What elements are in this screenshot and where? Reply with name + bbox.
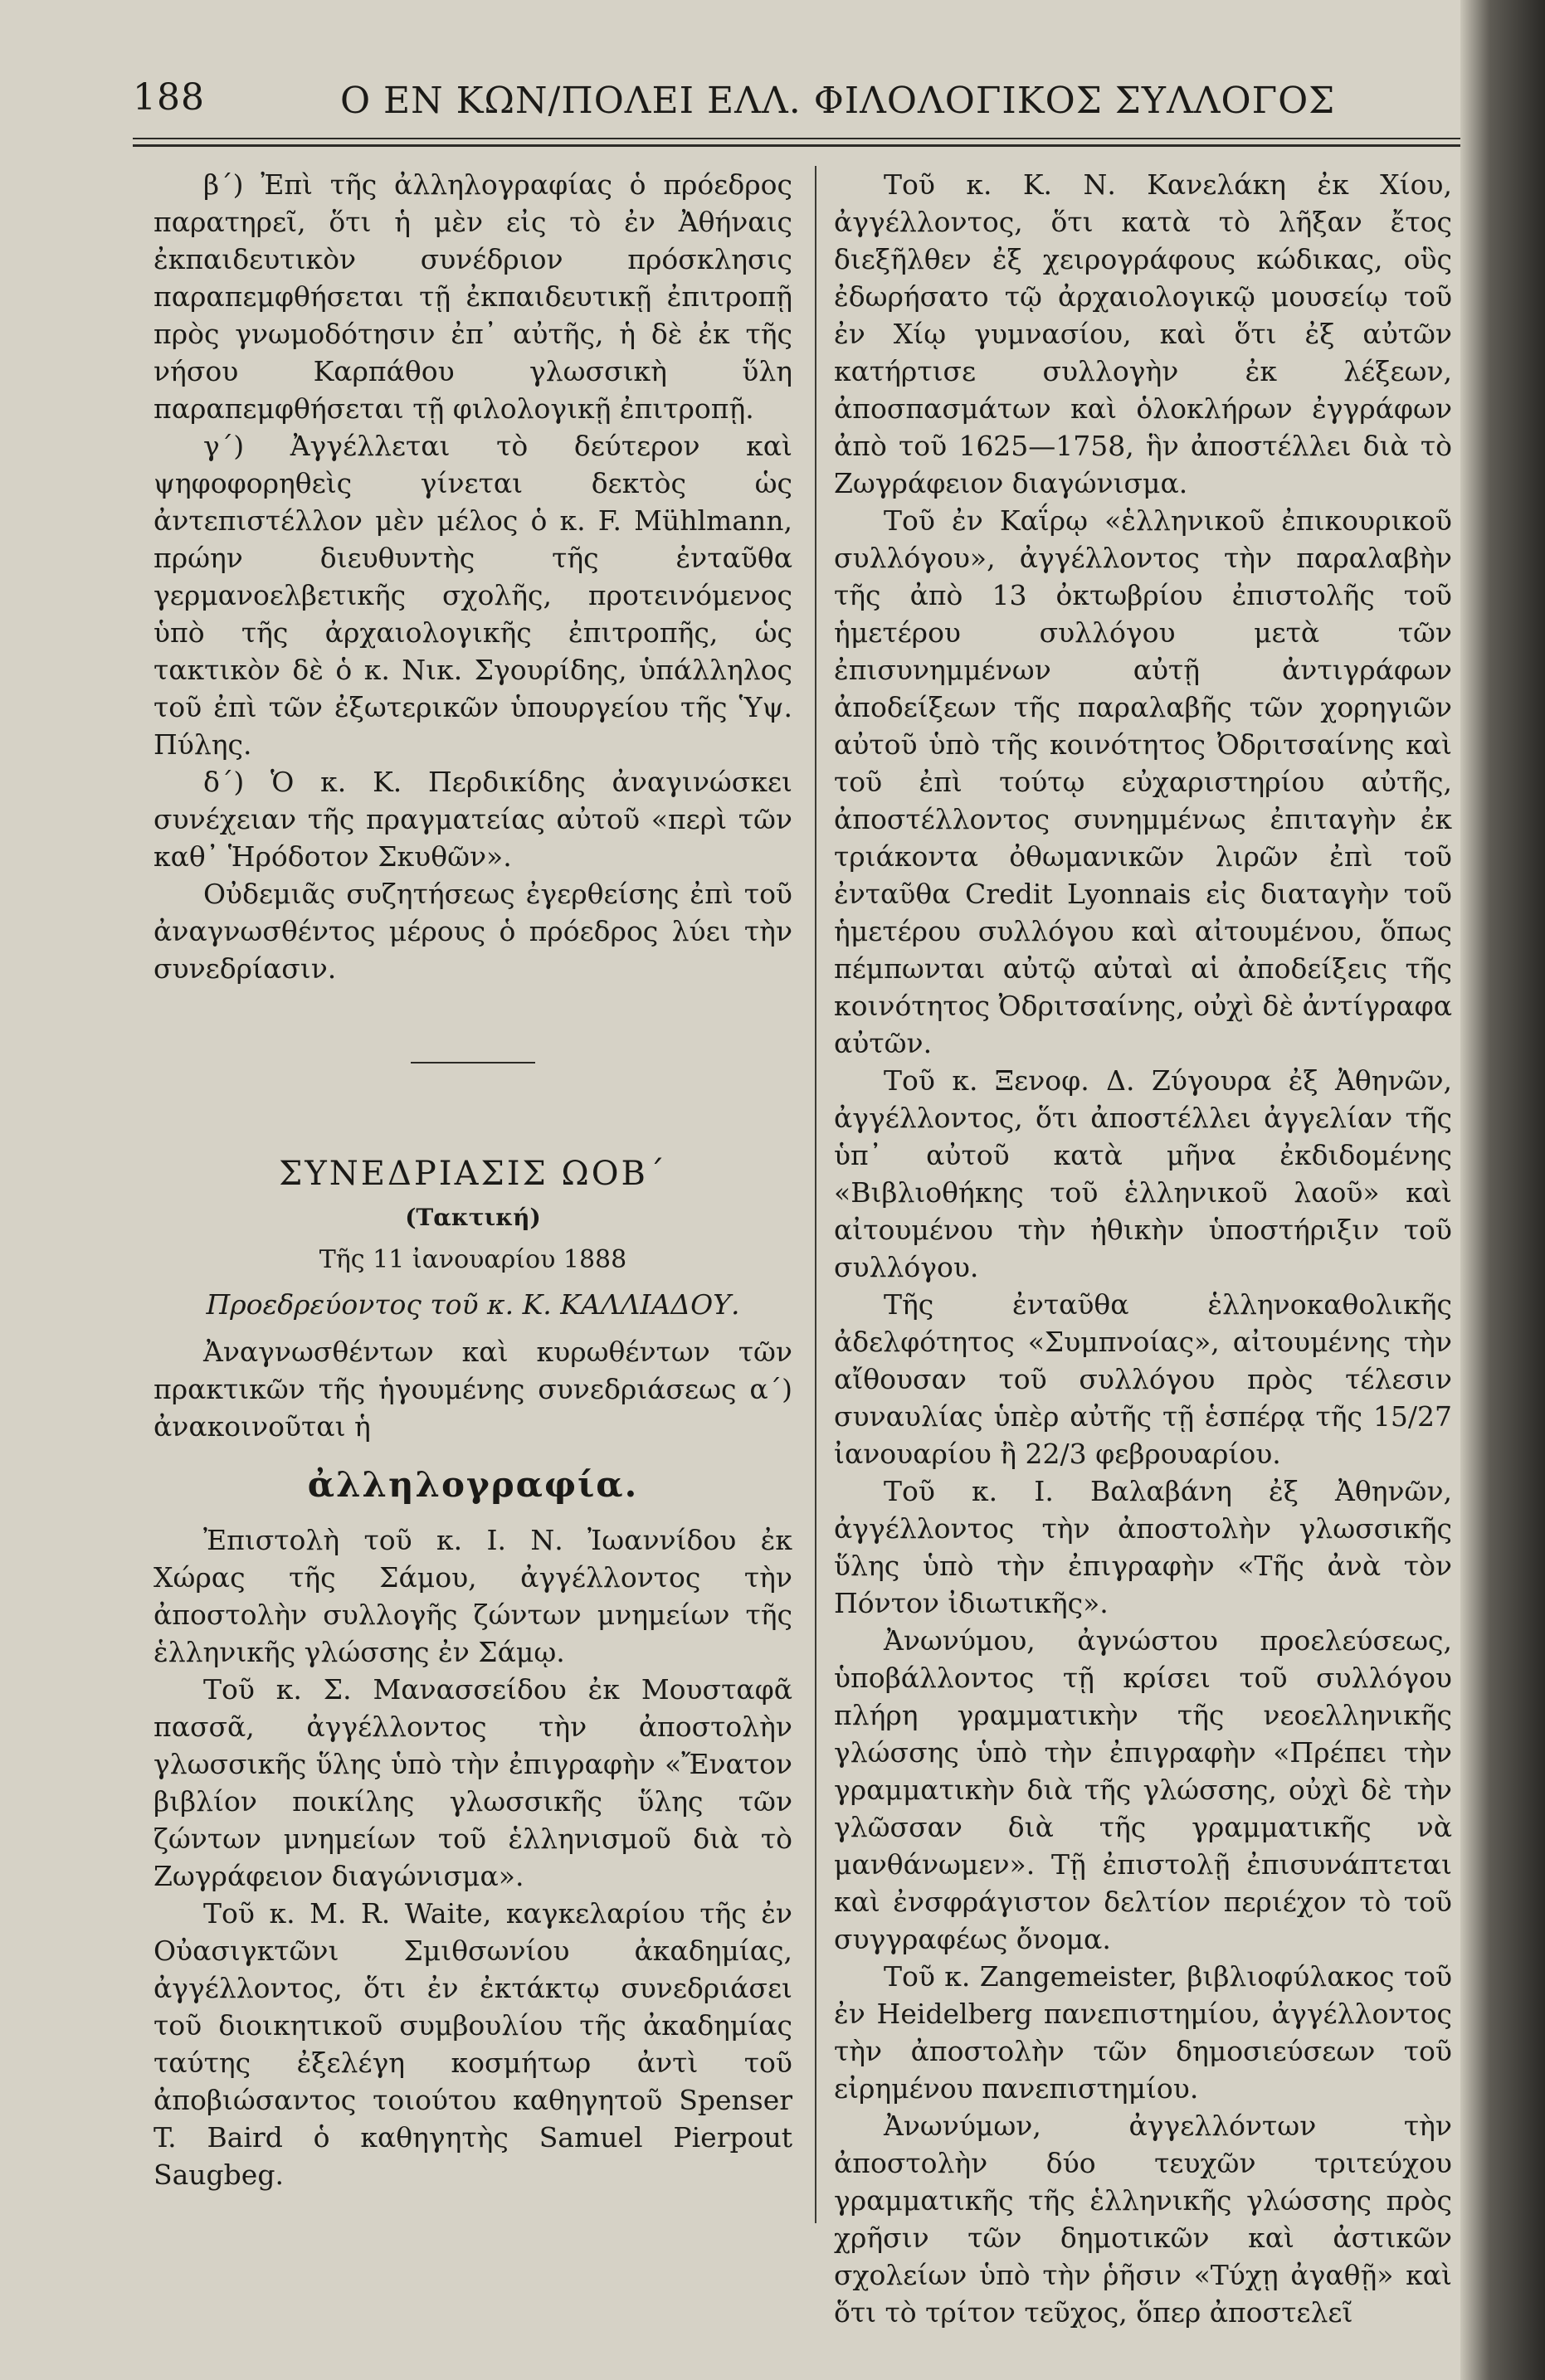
session-type: (Τακτική) [405,1204,541,1231]
letter-item: Τοῦ κ. Κ. Ν. Κανελάκη ἐκ Χίου, ἀγγέλλοντος, ὅτι κατὰ τὸ λῆξαν ἔτος διεξῆλθεν ἐξ χειρογράφους κώδικας, οὓς ἐδωρήσατο τῷ ἀρχαιολογικῷ μουσείῳ τοῦ ἐν Χίῳ γυμνασίου, καὶ ὅτι ἐξ αὐτῶν κατήρτισε συλλογὴν ἐκ λέξεων, ἀποσπασμάτων καὶ ὁλοκλήρων ἐγγράφων ἀπὸ τοῦ 1625—1758, ἣν ἀποστέλλει διὰ τὸ Ζωγράφειον διαγώνισμα. [834,168,1452,499]
session-chair: Προεδρεύοντος τοῦ κ. Κ. ΚΑΛΛΙΑΔΟΥ. [206,1288,740,1321]
paragraph-delta: δ΄) Ὁ κ. Κ. Περδικίδης ἀναγινώσκει συνέχειαν τῆς πραγματείας αὐτοῦ «περὶ τῶν καθ᾽ Ἡρόδοτον Σκυθῶν». [154,766,792,873]
session-title: ΣΥΝΕΔΡΙΑΣΙΣ ΩΟΒ΄ [279,1155,667,1193]
session-date: Τῆς 11 ἰανουαρίου 1888 [319,1245,627,1274]
letter-item: Ἀνωνύμου, ἀγνώστου προελεύσεως, ὑποβάλλοντος τῇ κρίσει τοῦ συλλόγου πλήρη γραμματικὴν τῆς νεοελληνικῆς γλώσσης ὑπὸ τὴν ἐπιγραφὴν «Πρέπει τὴν γραμματικὴν διὰ τῆς γλώσσης, οὐχὶ δὲ τὴν γλῶσσαν διὰ τῆς γραμματικῆς νὰ μανθάνωμεν». Τῇ ἐπιστολῇ ἐπισυνάπτεται καὶ ἐνσφράγιστον δελτίον περιέχον τὸ τοῦ συγγραφέως ὄνομα. [834,1624,1452,1955]
page-header [133,76,1460,134]
letter-item: Τοῦ κ. Ι. Βαλαβάνη ἐξ Ἀθηνῶν, ἀγγέλλοντος τὴν ἀποστολὴν γλωσσικῆς ὕλης ὑπὸ τὴν ἐπιγραφὴν «Τῆς ἀνὰ τὸν Πόντον ἰδιωτικῆς». [834,1475,1452,1619]
letter-item: Τῆς ἐνταῦθα ἑλληνοκαθολικῆς ἀδελφότητος «Συμπνοίας», αἰτουμένης τὴν αἴθουσαν τοῦ συλλόγου πρὸς τέλεσιν συναυλίας ὑπὲρ αὐτῆς τῇ ἑσπέρᾳ τῆς 15/27 ἰανουαρίου ἢ 22/3 φεβρουαρίου. [834,1288,1452,1470]
letter-item: Ἀνωνύμων, ἀγγελλόντων τὴν ἀποστολὴν δύο τευχῶν τριτεύχου γραμματικῆς τῆς ἑλληνικῆς γλώσσης πρὸς χρῆσιν τῶν δημοτικῶν καὶ ἀστικῶν σχολείων ὑπὸ τὴν ῥῆσιν «Τύχῃ ἀγαθῇ» καὶ ὅτι τὸ τρίτον τεῦχος, ὅπερ ἀποστελεῖ [834,2110,1452,2329]
page-number: 188 [133,76,205,119]
session-intro: Ἀναγνωσθέντων καὶ κυρωθέντων τῶν πρακτικῶν τῆς ἡγουμένης συνεδριάσεως α΄) ἀνακοινοῦται ἡ [154,1336,792,1443]
correspondence-heading: ἀλληλογραφία. [307,1464,639,1505]
paragraph-gamma: γ΄) Ἀγγέλλεται τὸ δεύτερον καὶ ψηφοφορηθεὶς γίνεται δεκτὸς ὡς ἀντεπιστέλλον μὲν μέλος ὁ κ. F. Mühlmann, πρώην διευθυντὴς τῆς ἐνταῦθα γερμανοελβετικῆς σχολῆς, προτεινόμενος ὑπὸ τῆς ἀρχαιολογικῆς ἐπιτροπῆς, ὡς τακτικὸν δὲ ὁ κ. Νικ. Σγουρίδης, ὑπάλληλος τοῦ ἐπὶ τῶν ἐξωτερικῶν ὑπουργείου τῆς Ὑψ. Πύλης. [154,430,792,761]
left-column [154,166,792,2193]
letter-item: Ἐπιστολὴ τοῦ κ. Ι. Ν. Ἰωαννίδου ἐκ Χώρας τῆς Σάμου, ἀγγέλλοντος τὴν ἀποστολὴν συλλογῆς ζώντων μνημείων τῆς ἑλληνικῆς γλώσσης ἐν Σάμῳ. [154,1524,792,1668]
column-divider [815,166,816,2223]
letter-item: Τοῦ ἐν Καΐρῳ «ἑλληνικοῦ ἐπικουρικοῦ συλλόγου», ἀγγέλλοντος τὴν παραλαβὴν τῆς ἀπὸ 13 ὀκτωβρίου ἐπιστολῆς τοῦ ἡμετέρου συλλόγου μετὰ τῶν ἐπισυνημμένων αὐτῇ ἀντιγράφων ἀποδείξεων τῆς παραλαβῆς τῶν χορηγιῶν αὐτοῦ ὑπὸ τῆς κοινότητος Ὀδριτσαίνης καὶ τοῦ ἐπὶ τούτῳ εὐχαριστηρίου αὐτῆς, ἀποστέλλοντος συνημμένως ἐπιταγὴν ἐκ τριάκοντα ὀθωμανικῶν λιρῶν ἐπὶ τοῦ ἐνταῦθα Credit Lyonnais εἰς διαταγὴν τοῦ ἡμετέρου συλλόγου καὶ αἰτουμένου, ὅπως πέμπωνται αὐτῷ αὐταὶ αἱ ἀποδείξεις τῆς κοινότητος Ὀδριτσαίνης, οὐχὶ δὲ ἀντίγραφα αὐτῶν. [834,504,1452,1059]
right-column [834,166,1452,2331]
binding-shadow [1460,0,1545,2380]
header-double-rule [133,144,1460,147]
paragraph-closing: Οὐδεμιᾶς συζητήσεως ἐγερθείσης ἐπὶ τοῦ ἀναγνωσθέντος μέρους ὁ πρόεδρος λύει τὴν συνεδρίασιν. [154,878,792,985]
letter-item: Τοῦ κ. Ξενοφ. Δ. Ζύγουρα ἐξ Ἀθηνῶν, ἀγγέλλοντος, ὅτι ἀποστέλλει ἀγγελίαν τῆς ὑπ᾽ αὐτοῦ κατὰ μῆνα ἐκδιδομένης «Βιβλιοθήκης τοῦ ἑλληνικοῦ λαοῦ» καὶ αἰτουμένου τὴν ἠθικὴν ὑποστήριξιν τοῦ συλλόγου. [834,1064,1452,1283]
letter-item: Τοῦ κ. Σ. Μανασσείδου ἐκ Μουσταφᾶ πασσᾶ, ἀγγέλλοντος τὴν ἀποστολὴν γλωσσικῆς ὕλης ὑπὸ τὴν ἐπιγραφὴν «Ἔνατον βιβλίον ποικίλης γλωσσικῆς ὕλης τῶν ζώντων μνημείων τοῦ ἑλληνισμοῦ διὰ τὸ Ζωγράφειον διαγώνισμα». [154,1673,792,1892]
running-title: Ο ΕΝ ΚΩΝ/ΠΟΛΕΙ ΕΛΛ. ΦΙΛΟΛΟΓΙΚΟΣ ΣΥΛΛΟΓΟΣ [340,80,1336,122]
letter-item: Τοῦ κ. M. R. Waite, καγκελαρίου τῆς ἐν Οὐασιγκτῶνι Σμιθσωνίου ἀκαδημίας, ἀγγέλλοντος, ὅτι ἐν ἐκτάκτῳ συνεδριάσει τοῦ διοικητικοῦ συμβουλίου τῆς ἀκαδημίας ταύτης ἐξελέγη κοσμήτωρ ἀντὶ τοῦ ἀποβιώσαντος τοιούτου καθηγητοῦ Spenser T. Baird ὁ καθηγητὴς Samuel Pierpout Saugbeg. [154,1897,792,2191]
section-separator [411,1062,535,1063]
paragraph-beta: β΄) Ἐπὶ τῆς ἀλληλογραφίας ὁ πρόεδρος παρατηρεῖ, ὅτι ἡ μὲν εἰς τὸ ἐν Ἀθήναις ἐκπαιδευτικὸν συνέδριον πρόσκλησις παραπεμφθήσεται τῇ ἐκπαιδευτικῇ ἐπιτροπῇ πρὸς γνωμοδότησιν ἐπ᾽ αὐτῆς, ἡ δὲ ἐκ τῆς νήσου Καρπάθου γλωσσικὴ ὕλη παραπεμφθήσεται τῇ φιλολογικῇ ἐπιτροπῇ. [154,168,792,425]
letter-item: Τοῦ κ. Zangemeister, βιβλιοφύλακος τοῦ ἐν Heidelberg πανεπιστημίου, ἀγγέλλοντος τὴν ἀποστολὴν τῶν δημοσιεύσεων τοῦ εἰρημένου πανεπιστημίου. [834,1960,1452,2105]
header-rule [133,138,1460,139]
